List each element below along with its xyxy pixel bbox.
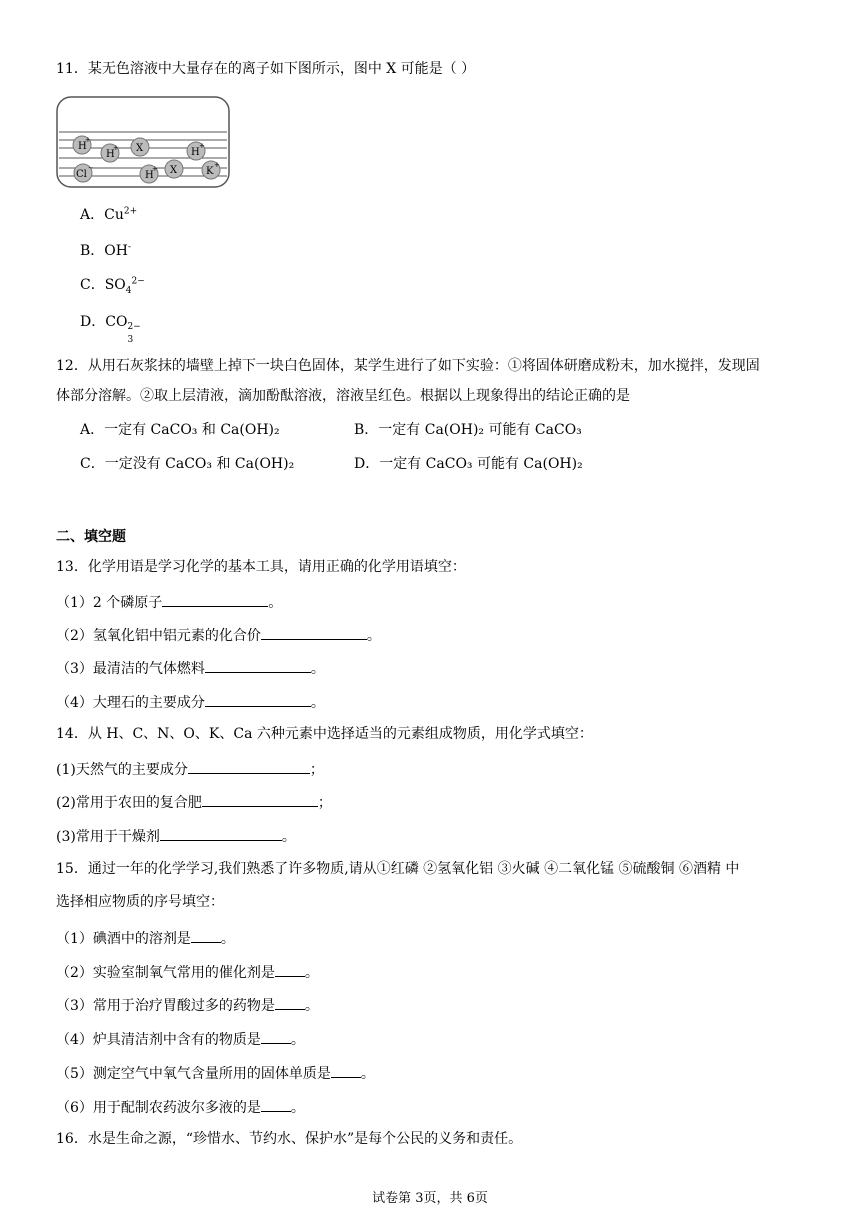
ion-x1-label: X: [136, 143, 144, 154]
q11-option-c[interactable]: C．$SO_4^{2-}$: [80, 276, 145, 296]
ion-h3-label: H: [191, 147, 200, 158]
q14-item-1: (1)天然气的主要成分 ；: [56, 759, 324, 779]
q15-item-2: （2）实验室制氧气常用的催化剂是 。: [56, 962, 319, 982]
q16-stem: 16．水是生命之源，“珍惜水、节约水、保护水”是每个公民的义务和责任。: [56, 1131, 523, 1147]
ion-h1: [73, 136, 91, 154]
ion-x2-label: X: [170, 165, 178, 176]
q14-stem: 14．从 H、C、N、O、K、Ca 六种元素中选择适当的元素组成物质，用化学式填空：: [56, 726, 593, 742]
answer-blank[interactable]: [160, 826, 282, 841]
q15-stem-line1: 15．通过一年的化学学习,我们熟悉了许多物质,请从①红磷 ②氢氧化铝 ③火碱 ④二氧化锰 ⑤硫酸铜 ⑥酒精 中: [56, 861, 740, 877]
answer-blank[interactable]: [275, 995, 305, 1010]
q11-option-d[interactable]: D．CO 2− 3: [80, 314, 141, 345]
answer-blank[interactable]: [205, 658, 311, 673]
answer-blank[interactable]: [261, 1029, 291, 1044]
answer-blank[interactable]: [331, 1063, 361, 1078]
ion-h3: [187, 142, 205, 160]
ion-x2: [165, 160, 183, 178]
svg-text:+: +: [214, 161, 220, 169]
answer-blank[interactable]: [261, 1097, 291, 1112]
answer-blank[interactable]: [188, 759, 310, 774]
svg-text:+: +: [199, 142, 205, 150]
q12-stem-line2: 体部分溶解。②取上层清液，滴加酚酞溶液，溶液呈红色。根据以上现象得出的结论正确的是: [56, 388, 630, 404]
q15-item-4: （4）炉具清洁剂中含有的物质是 。: [56, 1029, 305, 1049]
svg-text:+: +: [113, 144, 119, 152]
q12-option-a[interactable]: A．一定有 CaCO₃ 和 Ca(OH)₂: [80, 422, 280, 438]
q12-option-c[interactable]: C．一定没有 CaCO₃ 和 Ca(OH)₂: [80, 456, 295, 472]
svg-text:−: −: [88, 164, 94, 172]
answer-blank[interactable]: [162, 592, 268, 607]
answer-blank[interactable]: [261, 625, 367, 640]
answer-blank[interactable]: [191, 928, 221, 943]
answer-blank[interactable]: [205, 692, 311, 707]
svg-text:+: +: [152, 165, 158, 173]
ion-k: [202, 161, 220, 179]
ion-cl-label: Cl: [76, 169, 87, 180]
q15-item-6: （6）用于配制农药波尔多液的是 。: [56, 1097, 305, 1117]
svg-text:+: +: [85, 136, 91, 144]
answer-blank[interactable]: [202, 792, 318, 807]
q15-item-5: （5）测定空气中氧气含量所用的固体单质是 。: [56, 1063, 375, 1083]
q15-item-1: （1）碘酒中的溶剂是 。: [56, 928, 235, 948]
ion-h1-label: H: [78, 141, 87, 152]
q11-option-b[interactable]: B．OH-: [80, 242, 132, 259]
q13-item-4: （4）大理石的主要成分 。: [56, 692, 325, 712]
q14-item-3: (3)常用于干燥剂 。: [56, 826, 296, 846]
q12-stem-line1: 12．从用石灰浆抹的墙壁上掉下一块白色固体，某学生进行了如下实验：①将固体研磨成粉末，加水搅拌，发现固: [56, 358, 760, 374]
q13-stem: 13．化学用语是学习化学的基本工具，请用正确的化学用语填空：: [56, 559, 466, 575]
q15-item-3: （3）常用于治疗胃酸过多的药物是 。: [56, 995, 319, 1015]
q13-item-1: （1）2 个磷原子 。: [56, 592, 282, 612]
section-heading: 二、填空题: [56, 529, 126, 545]
ion-h2: [101, 144, 119, 162]
ion-h4: [140, 165, 158, 183]
q14-item-2: (2)常用于农田的复合肥 ；: [56, 792, 332, 812]
q11-stem: 11．某无色溶液中大量存在的离子如下图所示，图中 X 可能是（ ）: [56, 61, 476, 77]
q13-item-2: （2）氢氧化铝中铝元素的化合价 。: [56, 625, 381, 645]
ion-h2-label: H: [106, 149, 115, 160]
page-footer: 试卷第 3页，共 6页: [372, 1191, 488, 1206]
ion-figure: [56, 96, 230, 188]
q13-item-3: （3）最清洁的气体燃料 。: [56, 658, 325, 678]
q12-option-b[interactable]: B．一定有 Ca(OH)₂ 可能有 CaCO₃: [354, 422, 582, 438]
q11-option-a[interactable]: A．$Cu^{2+}$: [80, 206, 138, 223]
answer-blank[interactable]: [275, 962, 305, 977]
q12-option-d[interactable]: D．一定有 CaCO₃ 可能有 Ca(OH)₂: [354, 456, 583, 472]
ion-h4-label: H: [145, 170, 154, 181]
ion-x1: [131, 138, 149, 156]
ion-k-label: K: [206, 166, 214, 177]
q15-stem-line2: 选择相应物质的序号填空：: [56, 894, 224, 910]
